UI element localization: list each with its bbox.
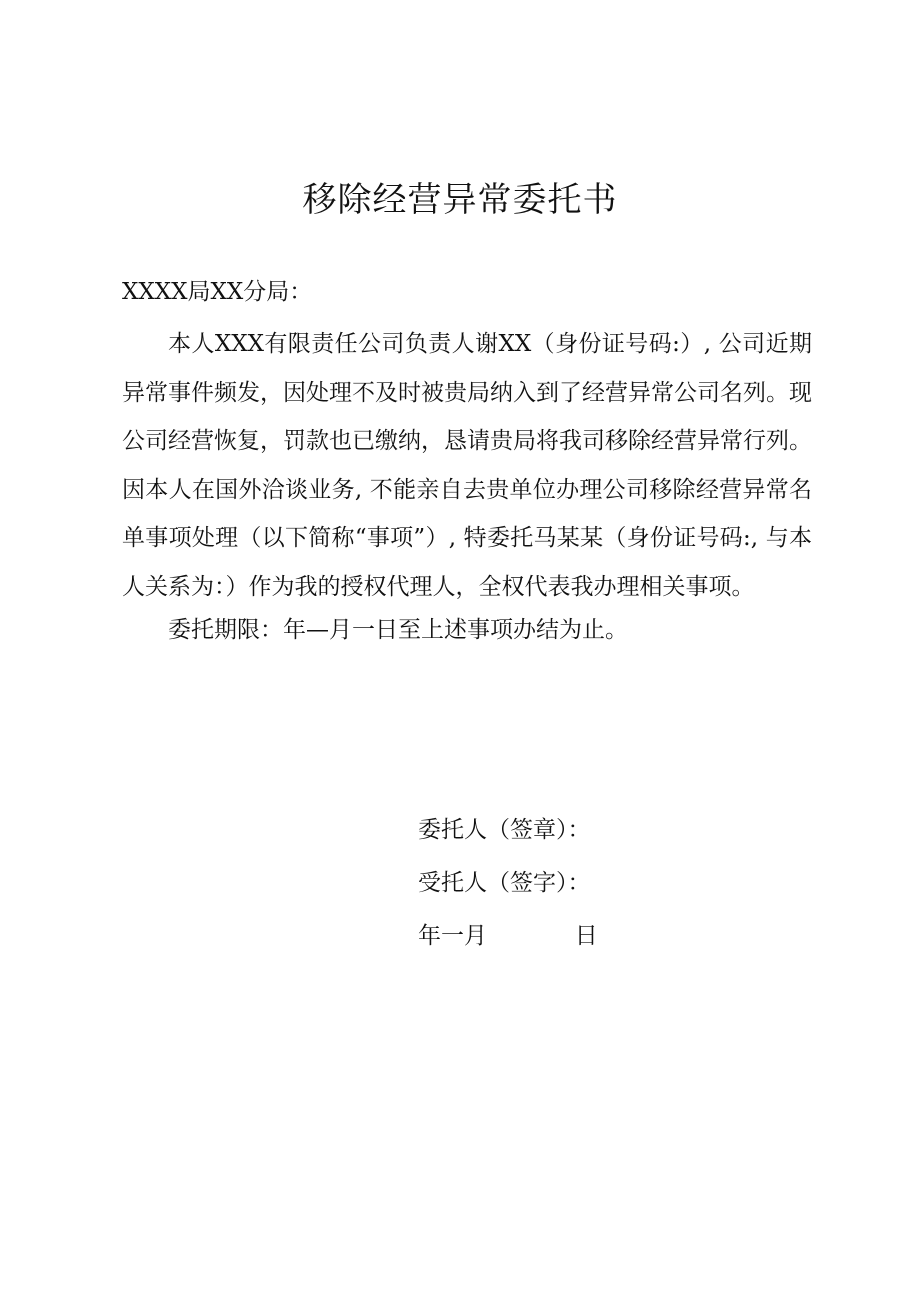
signature-block [418,812,598,971]
document-title: 移除经营异常委托书 [302,180,618,220]
principal-signature-line: 委托人（签章）： [418,817,591,843]
agent-signature-line: 受托人（签字）： [418,870,591,896]
date-line: 年一月 日 [418,923,598,949]
body-paragraph: 本人XXX有限责任公司负责人谢XX（身份证号码:）, 公司近期异常事件频发，因处理不及时被贵局纳入到了经营异常公司名列。现公司经营恢复，罚款也已缴纳，恳请贵局将我司移除经营异常行列。因本人在国外洽谈业务, 不能亲自去贵单位办理公司移除经营异常名单事项处理（以下简称“事项”）, 特委托马某某（身份证号码:, 与本人关系为：）作为我的授权代理人，全权代表我办理相关事项。 [122,331,812,600]
addressee: XXXX局XX分局： [122,279,313,305]
entrustment-period: 委托期限：年—月一日至上述事项办结为止。 [168,617,628,643]
